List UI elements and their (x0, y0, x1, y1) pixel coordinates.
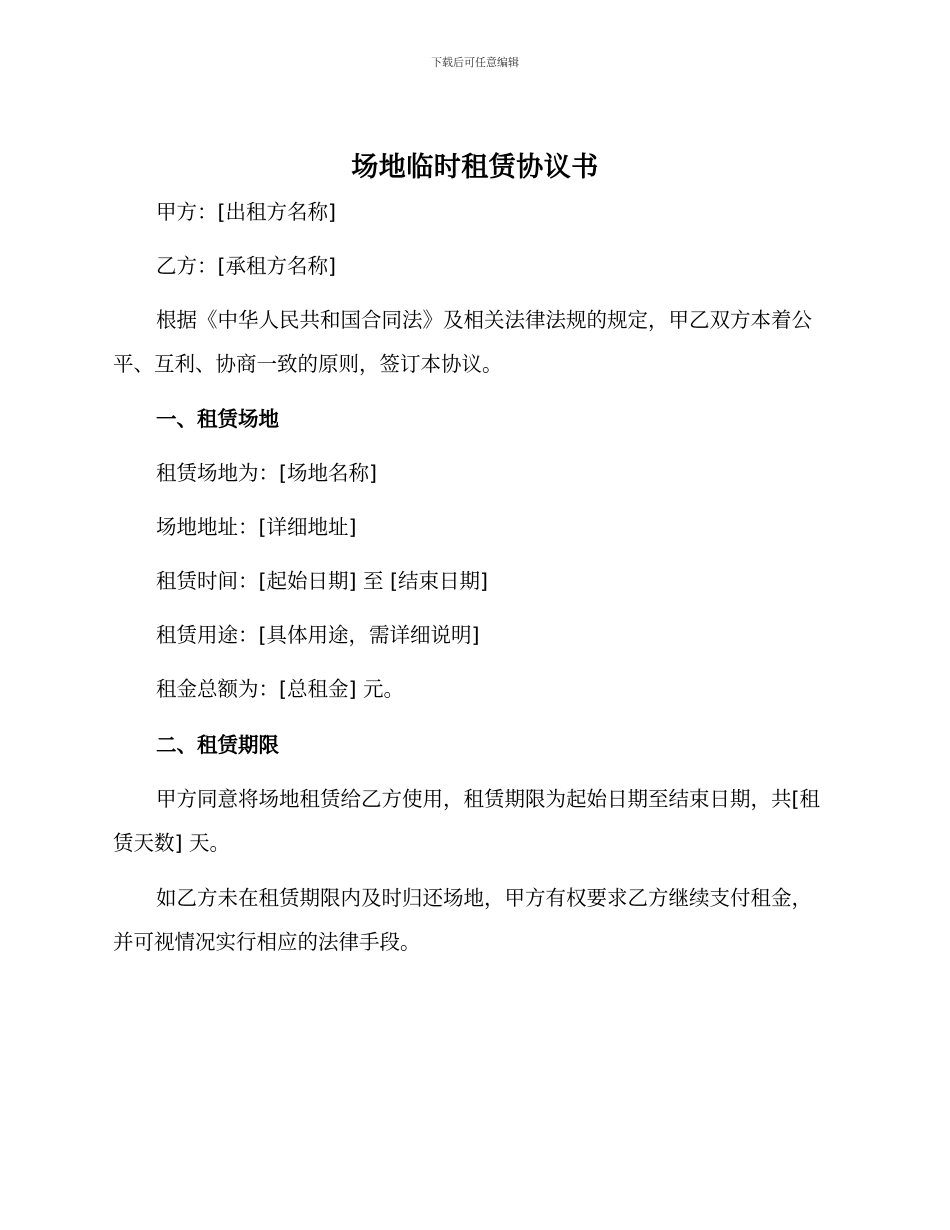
section-2-heading-text: 二、租赁期限 (156, 733, 279, 757)
party-a-text: 甲方：[出租方名称] (156, 200, 336, 224)
section-2-heading (113, 723, 831, 767)
header-note: 下载后可任意编辑 (431, 56, 519, 69)
preamble-paragraph (113, 298, 831, 386)
section-1-line (113, 667, 831, 711)
section-1-line (113, 505, 831, 549)
party-b-line (113, 244, 831, 288)
total-rent-line: 租金总额为：[总租金] 元。 (156, 677, 405, 701)
lease-term-text: 甲方同意将场地租赁给乙方使用，租赁期限为起始日期至结束日期，共[租赁天数] 天。 (113, 787, 820, 855)
lease-time-line: 租赁时间：[起始日期] 至 [结束日期] (156, 569, 489, 593)
section-1-heading (113, 397, 831, 441)
section-2-paragraph (113, 777, 831, 865)
section-1-line (113, 451, 831, 495)
party-b-text: 乙方：[承租方名称] (156, 254, 336, 278)
section-1-heading-text: 一、租赁场地 (156, 407, 279, 431)
party-a-line (113, 190, 831, 234)
document-title: 场地临时租赁协议书 (351, 152, 599, 183)
overdue-clause-text: 如乙方未在租赁期限内及时归还场地，甲方有权要求乙方继续支付租金，并可视情况实行相应的法律手段。 (113, 886, 812, 954)
lease-purpose-line: 租赁用途：[具体用途，需详细说明] (156, 623, 480, 647)
section-1-line (113, 559, 831, 603)
venue-address-line: 场地地址：[详细地址] (156, 515, 357, 539)
section-2-paragraph (113, 876, 831, 964)
section-1-line (113, 613, 831, 657)
preamble-text: 根据《中华人民共和国合同法》及相关法律法规的规定，甲乙双方本着公平、互利、协商一致的原则，签订本协议。 (113, 308, 812, 376)
venue-name-line: 租赁场地为：[场地名称] (156, 461, 377, 485)
